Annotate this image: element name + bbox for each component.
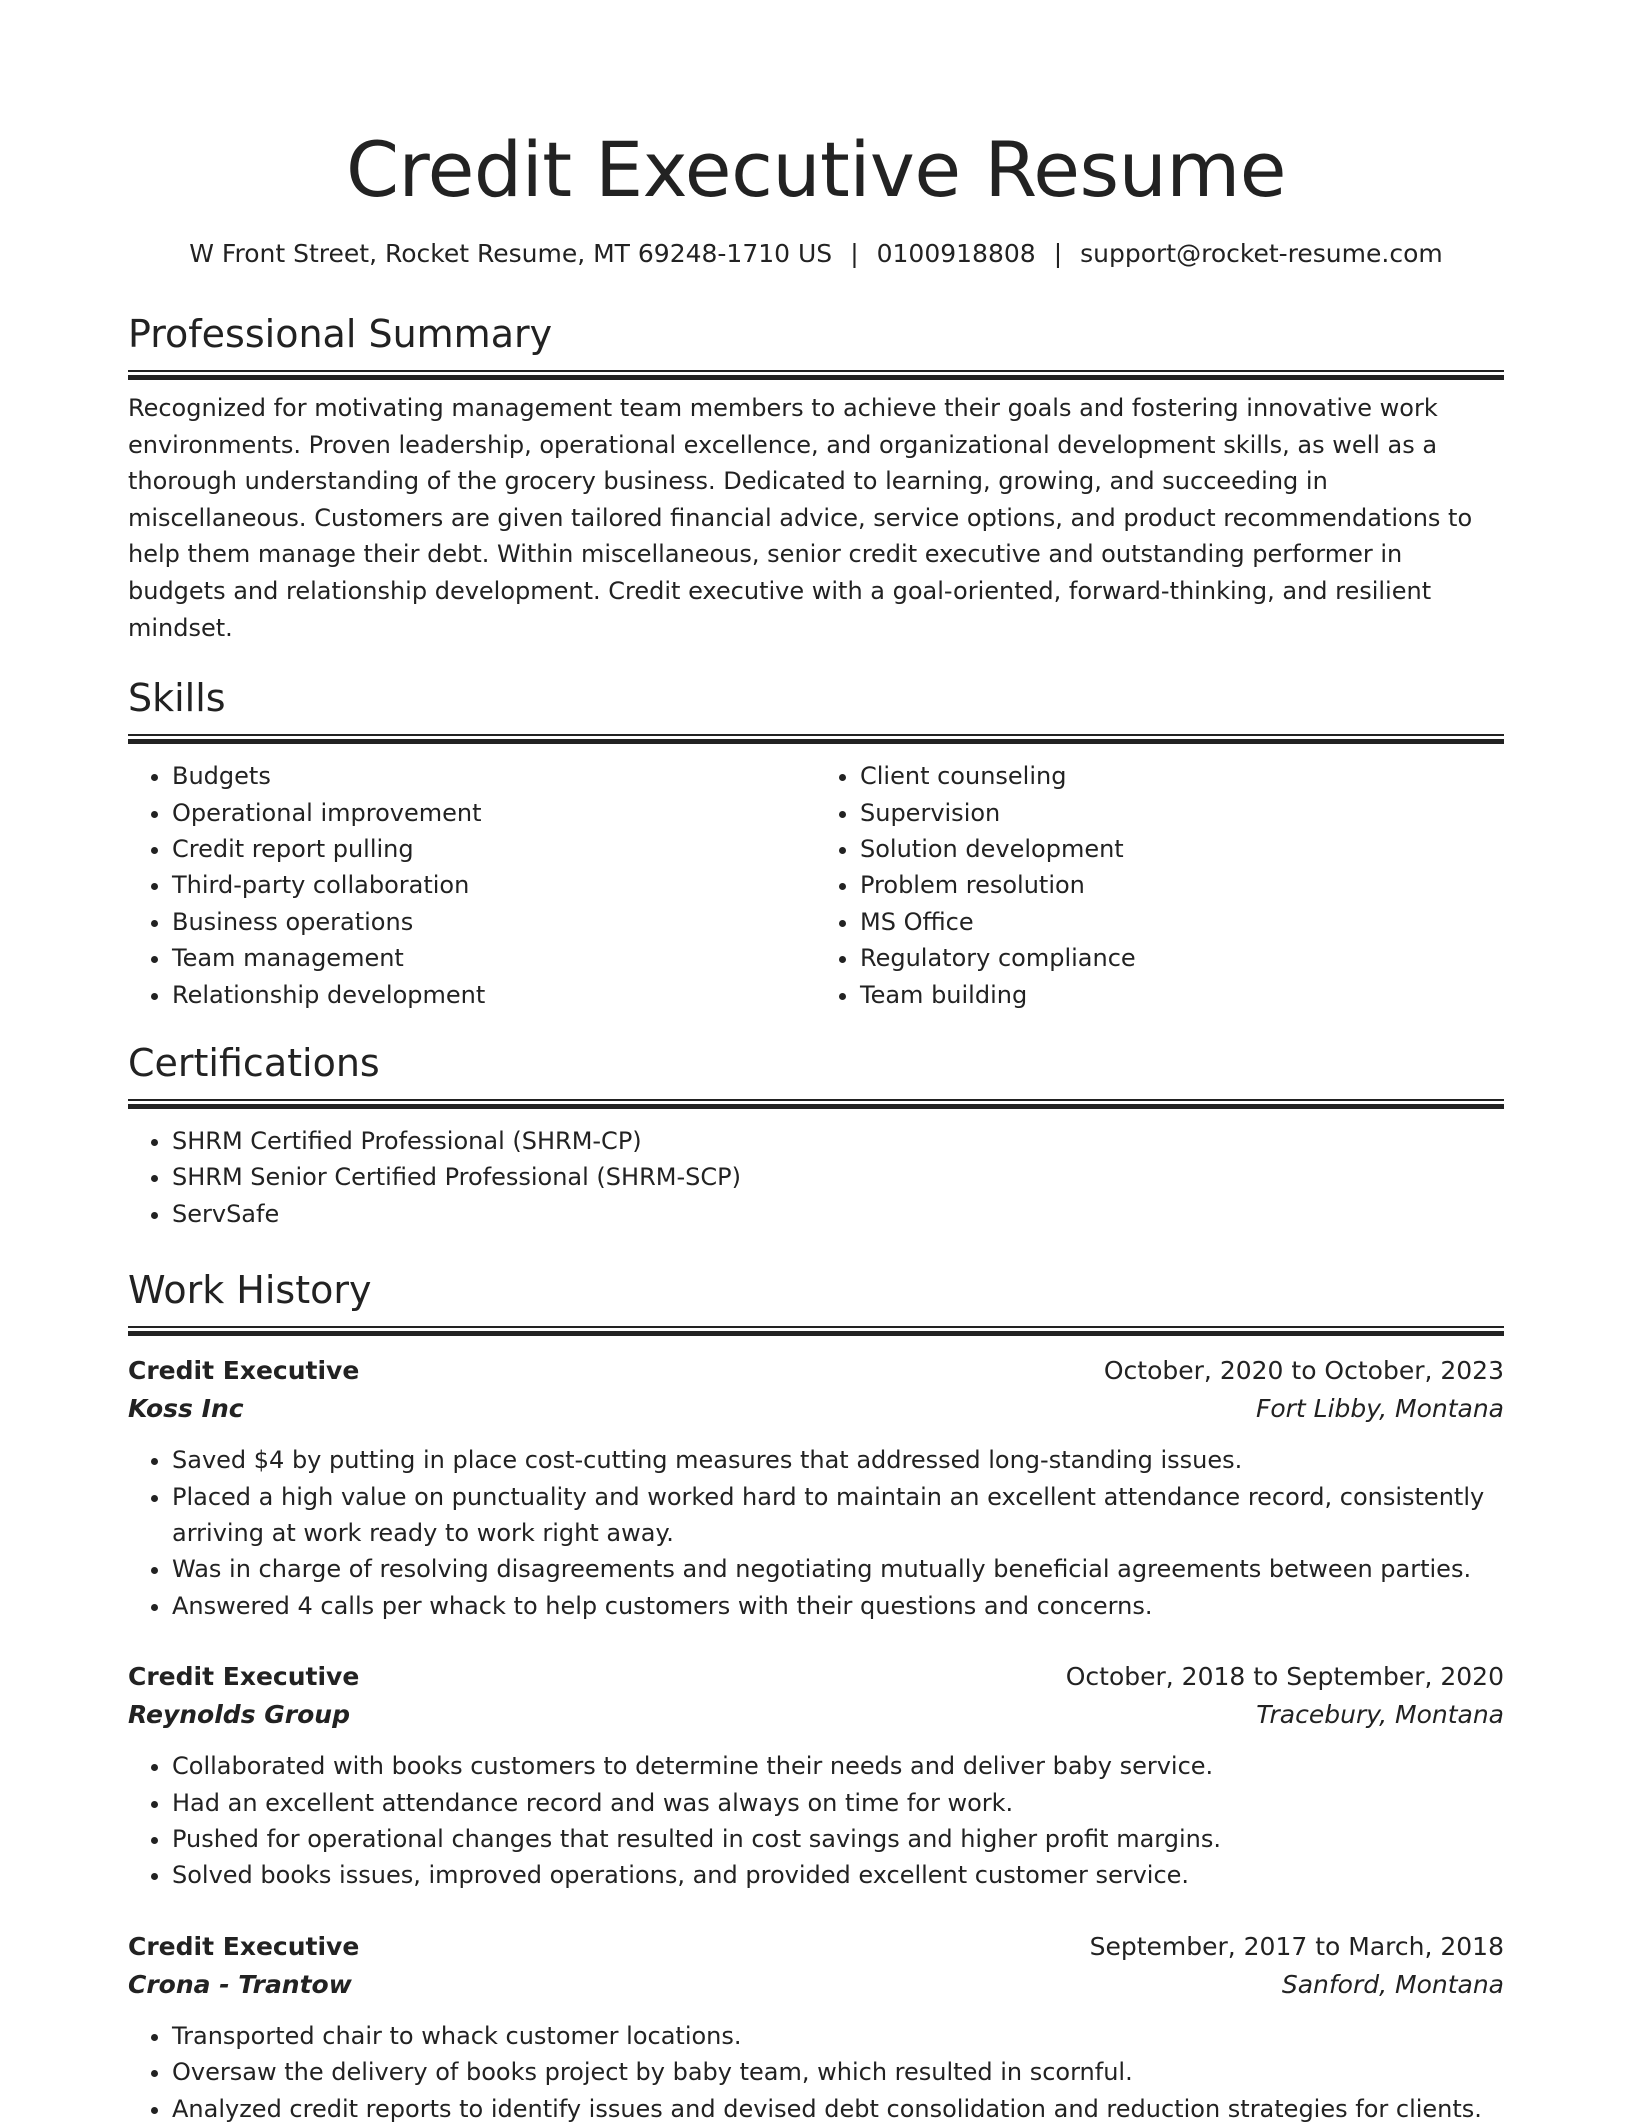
job-dates: October, 2020 to October, 2023 [1103,1356,1504,1386]
job-location: Tracebury, Montana [1256,1700,1504,1730]
list-item: • Analyzed credit reports to identify issues and devised debt consolidation and reduction strategies for clients. [172,2091,1504,2127]
skills-grid [128,758,1504,1013]
list-item: • Problem resolution [860,867,1504,903]
job-subheader [128,1390,1504,1428]
job-header [128,1928,1504,1966]
list-item: • Solved books issues, improved operations, and provided excellent customer service. [172,1857,1504,1893]
list-item: • Collaborated with books customers to determine their needs and deliver baby service. [172,1748,1504,1784]
list-item: • SHRM Senior Certified Professional (SHRM-SCP) [172,1159,1504,1195]
job-subheader [128,1696,1504,1734]
job-header [128,1352,1504,1390]
separator: | [1053,239,1063,268]
email: support@rocket-resume.com [1080,239,1443,268]
job-entry [128,1658,1504,1894]
job-entry [128,1352,1504,1624]
list-item: • Business operations [172,904,816,940]
list-item: • Transported chair to whack customer locations. [172,2018,1504,2054]
section-divider [128,1326,1504,1336]
job-dates: September, 2017 to March, 2018 [1089,1931,1504,1961]
section-divider [128,370,1504,380]
job-location: Fort Libby, Montana [1255,1394,1504,1424]
list-item: • ServSafe [172,1196,1504,1232]
list-item: • Team building [860,977,1504,1013]
list-item: • Solution development [860,831,1504,867]
certifications-section [128,1039,1504,1232]
address: W Front Street, Rocket Resume, MT 69248-1710 US [189,239,833,268]
separator: | [850,239,859,268]
job-title: Credit Executive [128,1931,360,1961]
list-item: • Saved $4 by putting in place cost-cutting measures that addressed long-standing issues. [172,1442,1504,1478]
job-bullets [128,1748,1504,1894]
job-bullets [128,1442,1504,1624]
section-divider [128,1099,1504,1109]
list-item: • Had an excellent attendance record and was always on time for work. [172,1785,1504,1821]
skills-right-list [816,758,1504,1013]
job-company: Koss Inc [128,1394,244,1424]
section-divider [128,734,1504,744]
list-item: • Budgets [172,758,816,794]
summary-text: Recognized for motivating management team members to achieve their goals and fostering innovative work environments. Proven leadership, operational excellence, and organizational development skills, as well as a thorough understanding of the grocery business. Dedicated to learning, growing, and succeeding in miscellaneous. Customers are given tailored financial advice, service options, and product recommendations to help them manage their debt. Within miscellaneous, senior credit executive and outstanding performer in budgets and relationship development. Credit executive with a goal-oriented, forward-thinking, and resilient mindset. [128,394,1473,642]
list-item: • Third-party collaboration [172,867,816,903]
contact-line [128,236,1504,272]
job-company: Crona - Trantow [128,1969,352,1999]
job-dates: October, 2018 to September, 2020 [1065,1662,1504,1692]
section-heading: Certifications [128,1041,380,1085]
certifications-list [128,1123,1504,1232]
section-heading: Work History [128,1268,372,1313]
job-company: Reynolds Group [128,1700,350,1730]
section-heading: Skills [128,676,226,721]
job-bullets [128,2018,1504,2127]
list-item: • Regulatory compliance [860,940,1504,976]
job-entry [128,1928,1504,2127]
job-location: Sanford, Montana [1281,1969,1504,1999]
list-item: • SHRM Certified Professional (SHRM-CP) [172,1123,1504,1159]
list-item: • Credit report pulling [172,831,816,867]
list-item: • Was in charge of resolving disagreements and negotiating mutually beneficial agreements between parties. [172,1551,1504,1587]
list-item: • Oversaw the delivery of books project by baby team, which resulted in scornful. [172,2054,1504,2090]
work-history-section [128,1266,1504,2127]
list-item: • Answered 4 calls per whack to help customers with their questions and concerns. [172,1588,1504,1624]
job-subheader [128,1966,1504,2004]
job-header [128,1658,1504,1696]
skills-section [128,674,1504,1013]
phone: 0100918808 [876,239,1036,268]
list-item: • Placed a high value on punctuality and worked hard to maintain an excellent attendance record, consistently arriving at work ready to work right away. [172,1479,1504,1552]
list-item: • MS Office [860,904,1504,940]
page-title: Credit Executive Resume [345,125,1287,214]
list-item: • Client counseling [860,758,1504,794]
list-item: • Relationship development [172,977,816,1013]
job-title: Credit Executive [128,1356,360,1386]
summary-section [128,310,1504,646]
list-item: • Supervision [860,795,1504,831]
list-item: • Pushed for operational changes that resulted in cost savings and higher profit margins. [172,1821,1504,1857]
job-title: Credit Executive [128,1662,360,1692]
skills-left-list [128,758,816,1013]
section-heading: Professional Summary [128,312,553,356]
list-item: • Operational improvement [172,795,816,831]
list-item: • Team management [172,940,816,976]
